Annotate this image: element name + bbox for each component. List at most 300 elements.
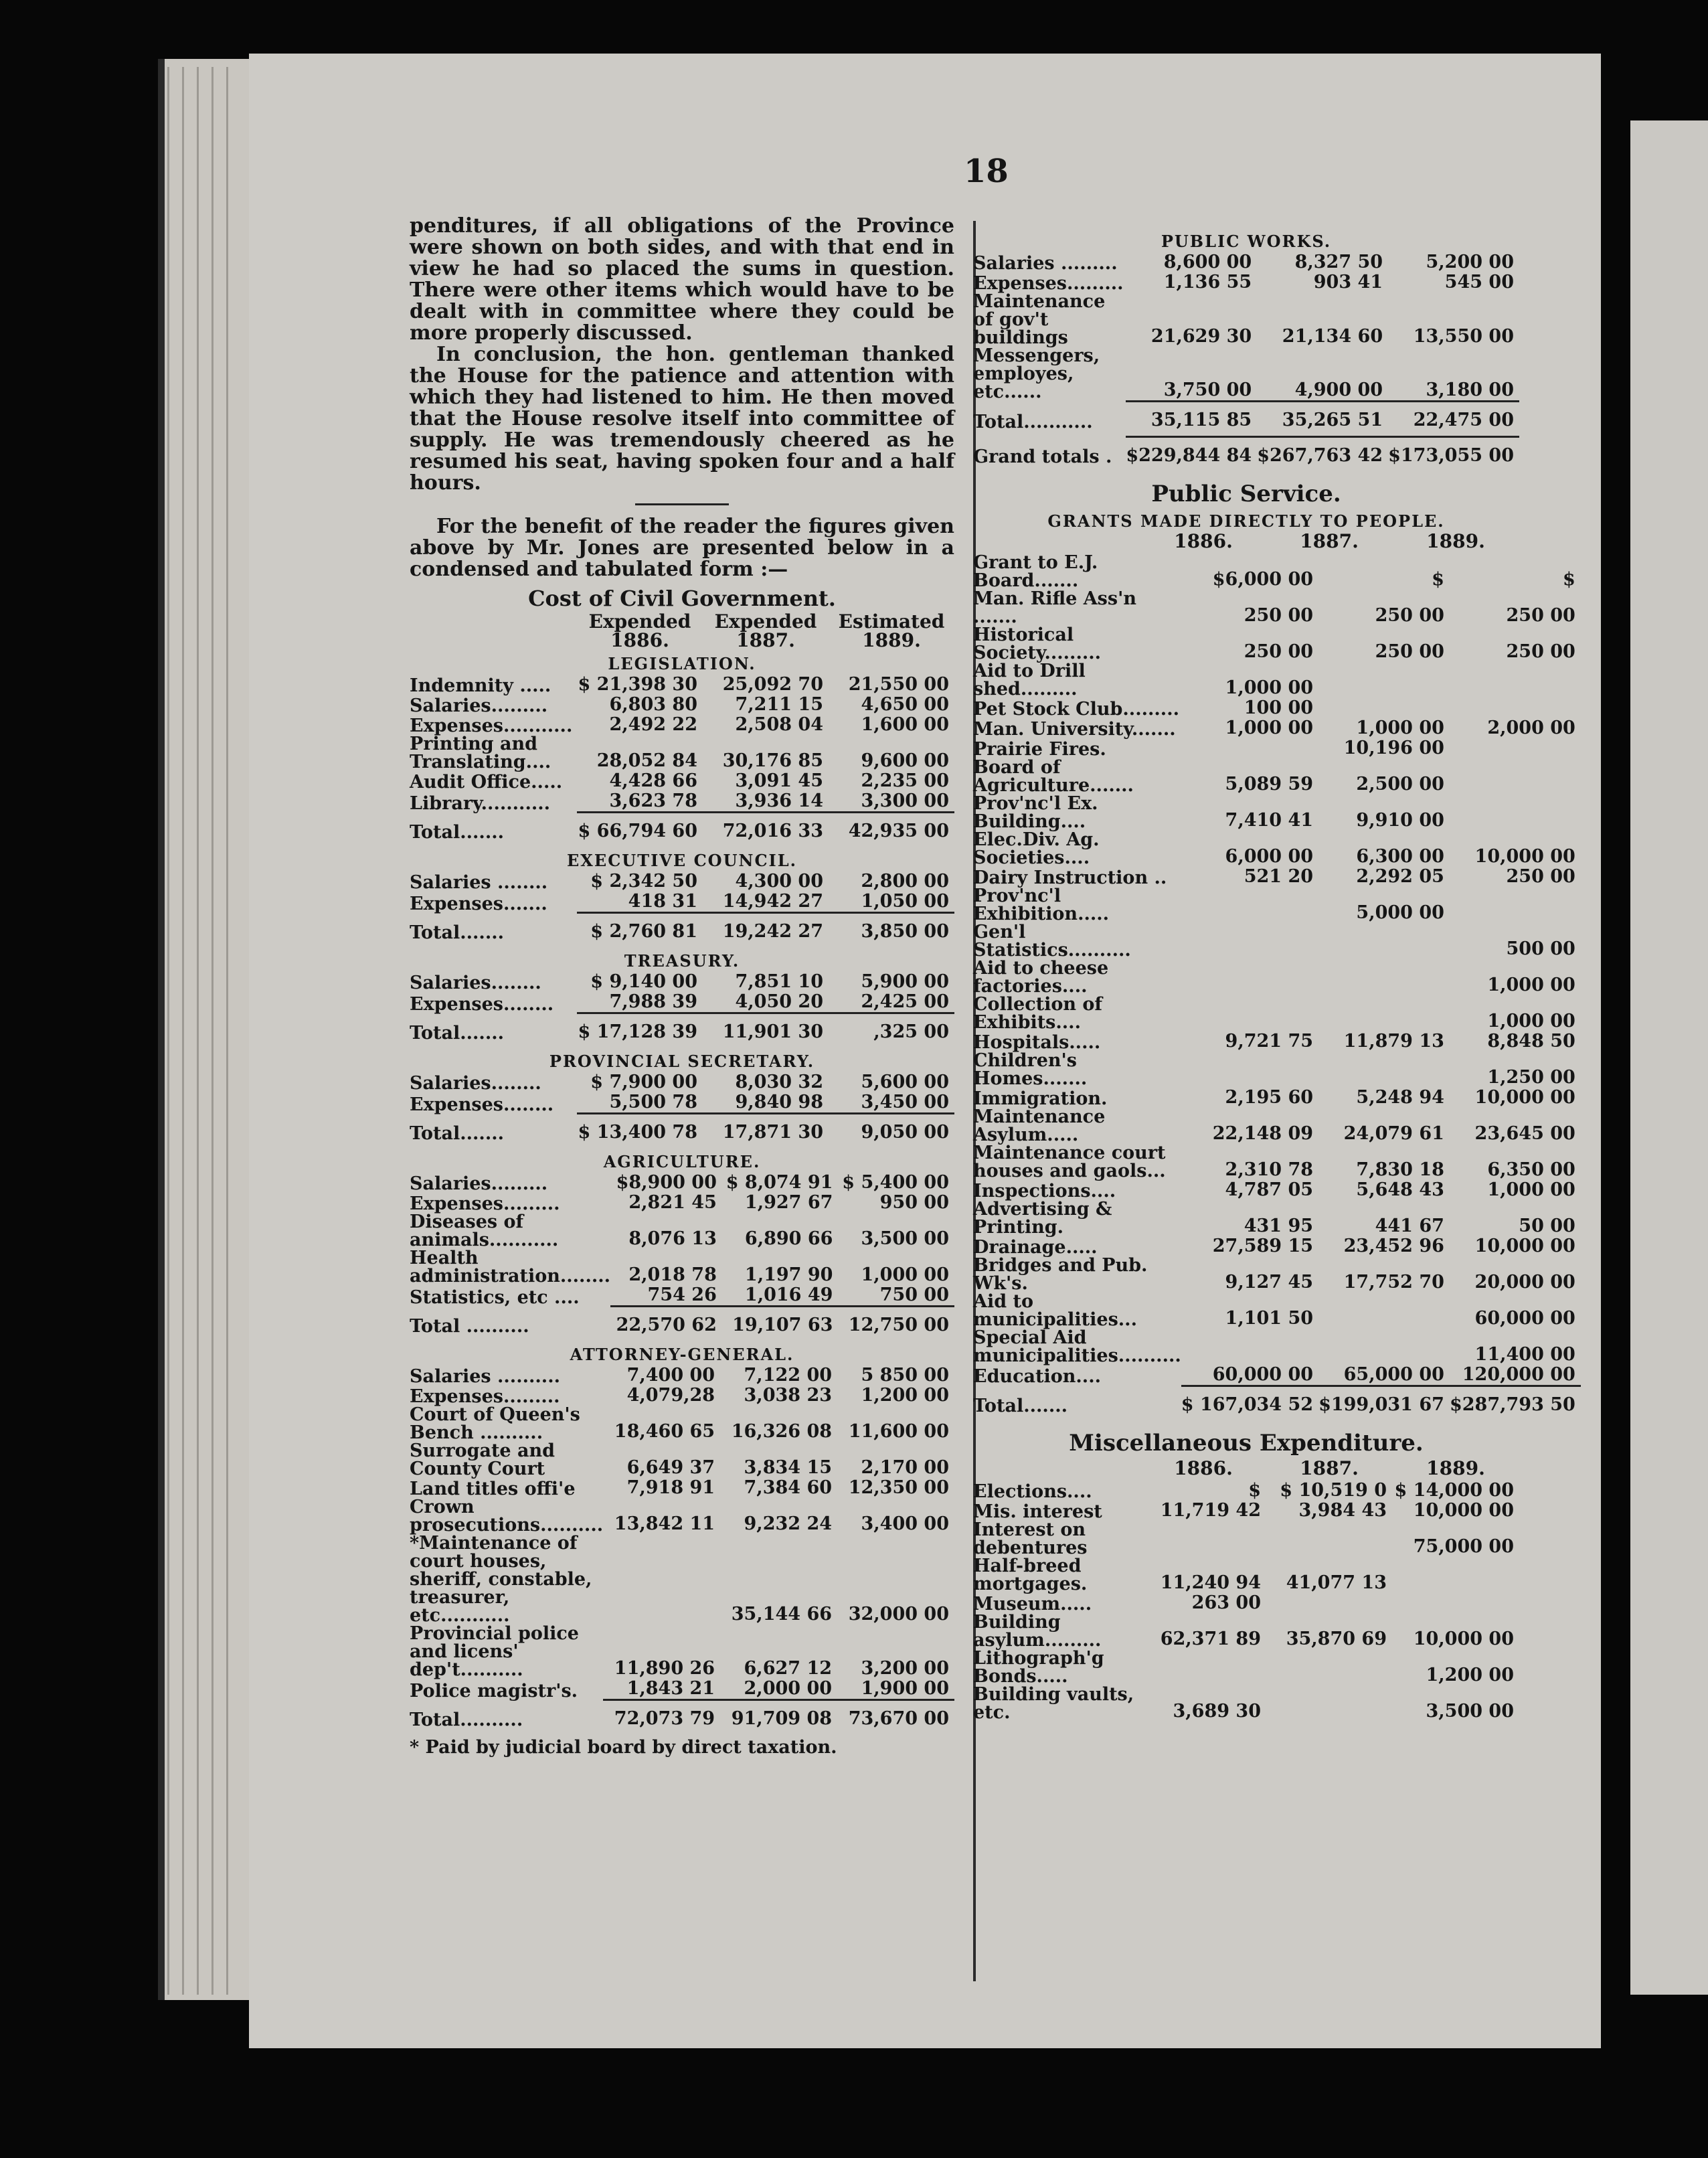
row-value: 4,300 00: [735, 871, 823, 892]
row-label: Museum.....: [973, 1593, 1092, 1614]
row-value: 6,890 66: [744, 1228, 833, 1249]
row-value: 5,648 43: [1356, 1179, 1444, 1200]
row-value: 10,000 00: [1474, 1086, 1575, 1108]
row-value: 3,450 00: [861, 1092, 949, 1112]
section-table: [410, 1365, 954, 1734]
row-value: 11,240 94: [1160, 1572, 1261, 1593]
section-rule: [635, 503, 729, 505]
table-row: [410, 992, 954, 1013]
row-value: 3,689 30: [1173, 1700, 1261, 1722]
column-headers: [410, 612, 954, 650]
row-label: Advertising & Printing.: [973, 1198, 1112, 1238]
row-value: 3,038 23: [744, 1385, 833, 1406]
row-value: 3,750 00: [1163, 379, 1252, 400]
table-row: [410, 1285, 954, 1307]
total-row: [410, 1307, 954, 1341]
row-value: $ 66,794 60: [577, 813, 703, 847]
row-value: 1,000 00: [1487, 974, 1575, 995]
row-value: 16,326 08: [731, 1421, 833, 1442]
row-value: 3,850 00: [829, 913, 954, 948]
row-value: [1318, 662, 1450, 698]
row-value: $ 13,400 78: [577, 1114, 703, 1149]
row-value: 5,248 94: [1356, 1086, 1444, 1108]
row-value: 6,000 00: [1225, 845, 1314, 867]
table-row: [973, 1293, 1581, 1329]
year-header: 1886.: [1174, 1457, 1233, 1479]
row-value: 263 00: [1191, 1592, 1261, 1613]
row-label: Aid to municipalities...: [973, 1291, 1137, 1330]
row-value: 5,900 00: [861, 971, 949, 992]
row-value: 23,452 96: [1343, 1235, 1444, 1256]
row-label: Expenses.........: [973, 273, 1124, 294]
row-value: 100 00: [1244, 697, 1314, 718]
section-heading: AGRICULTURE.: [603, 1152, 761, 1171]
row-value: 9,050 00: [829, 1114, 954, 1149]
row-value: $ 2,342 50: [590, 871, 697, 892]
row-label: Man. University.......: [973, 718, 1176, 740]
page-edges: [167, 67, 241, 1995]
section-table: [410, 1072, 954, 1148]
row-value: 6,300 00: [1356, 845, 1444, 867]
row-value: 7,988 39: [609, 991, 697, 1012]
table-row: [973, 662, 1581, 698]
row-value: 4,079,28: [626, 1385, 715, 1406]
row-value: 11,400 00: [1474, 1343, 1575, 1365]
row-value: 2,310 78: [1225, 1159, 1314, 1180]
row-value: [603, 1534, 720, 1625]
row-value: 7,830 18: [1356, 1159, 1444, 1180]
row-label: Total...........: [973, 412, 1093, 432]
row-label: Historical Society.........: [973, 624, 1102, 663]
row-value: $ 9,140 00: [590, 971, 697, 992]
table-row: [410, 892, 954, 913]
table-row: [410, 1173, 954, 1193]
row-value: 2,292 05: [1356, 865, 1444, 887]
row-label: Elections....: [973, 1481, 1092, 1502]
row-label: Prairie Fires.: [973, 738, 1106, 760]
row-value: 65,000 00: [1343, 1363, 1444, 1385]
row-label: Interest on debentures: [973, 1519, 1088, 1558]
row-value: $ 21,398 30: [578, 674, 697, 695]
row-value: 250 00: [1506, 865, 1575, 887]
row-value: $287,793 50: [1450, 1386, 1581, 1420]
row-value: 41,077 13: [1286, 1572, 1387, 1593]
row-value: 250 00: [1375, 641, 1444, 662]
row-value: 72,073 79: [603, 1700, 720, 1735]
row-value: 60,000 00: [1474, 1307, 1575, 1329]
table-row: [410, 972, 954, 992]
paragraph-3: For the benefit of the reader the figures given above by Mr. Jones are presented below in a condensed and tabulated form :—: [410, 515, 954, 581]
total-row: [410, 813, 954, 847]
table-row: [973, 1365, 1581, 1386]
table-row: [973, 1256, 1581, 1293]
table-row: [410, 791, 954, 813]
table-row: [973, 738, 1581, 758]
row-value: 5,600 00: [861, 1072, 949, 1092]
table-row: [973, 1593, 1519, 1613]
row-value: 23,645 00: [1474, 1123, 1575, 1144]
column-header: Expended 1887.: [714, 610, 817, 651]
row-value: 1,900 00: [861, 1678, 949, 1699]
row-value: [1450, 662, 1581, 698]
row-label: Mis. interest: [973, 1501, 1102, 1522]
row-label: Provincial police and licens' dep't..........: [410, 1623, 579, 1680]
right-column: [973, 228, 1575, 1723]
row-value: 6,627 12: [744, 1658, 833, 1679]
row-value: 3,623 78: [609, 791, 697, 811]
section-heading: EXECUTIVE COUNCIL.: [566, 851, 798, 870]
row-value: 3,300 00: [861, 791, 949, 811]
row-value: 418 31: [628, 891, 697, 912]
row-value: $267,763 42: [1257, 436, 1388, 471]
row-value: [1392, 1557, 1519, 1593]
row-label: Grant to E.J. Board.......: [973, 552, 1098, 591]
row-value: 950 00: [879, 1192, 949, 1213]
row-label: Children's Homes.......: [973, 1050, 1088, 1089]
row-value: 1,101 50: [1225, 1307, 1314, 1329]
row-value: 2,170 00: [861, 1457, 949, 1478]
row-value: 22,148 09: [1212, 1123, 1314, 1144]
row-value: [1140, 1521, 1266, 1557]
row-value: 8,076 13: [628, 1228, 717, 1249]
total-row: [410, 1013, 954, 1048]
row-label: Expenses.........: [410, 1193, 560, 1214]
row-label: Total..........: [410, 1710, 523, 1730]
row-label: Total.......: [410, 922, 505, 943]
row-value: 8,600 00: [1163, 252, 1252, 272]
row-value: [1181, 738, 1318, 758]
table-row: [973, 867, 1581, 887]
row-value: $ 10,519 0: [1280, 1479, 1387, 1501]
table-row: [973, 1180, 1581, 1200]
row-value: 5,200 00: [1426, 252, 1514, 272]
total-row: [973, 1386, 1581, 1420]
table-row: [973, 959, 1581, 995]
row-value: 1,927 67: [744, 1192, 833, 1213]
row-value: 11,600 00: [848, 1421, 949, 1442]
row-value: [1318, 959, 1450, 995]
row-label: Court of Queen's Bench ..........: [410, 1404, 580, 1443]
row-value: 2,235 00: [861, 770, 949, 791]
row-value: $ 7,900 00: [590, 1072, 697, 1092]
table-row: [410, 735, 954, 771]
table-row: [973, 293, 1519, 347]
row-value: $173,055 00: [1388, 436, 1519, 471]
row-value: 431 95: [1244, 1215, 1314, 1236]
row-label: Police magistr's.: [410, 1680, 578, 1702]
row-value: 13,550 00: [1413, 326, 1514, 347]
row-value: 7,211 15: [735, 694, 823, 715]
row-label: Salaries .........: [973, 253, 1118, 274]
table-row: [973, 1521, 1519, 1557]
row-value: 24,079 61: [1343, 1123, 1444, 1144]
table-row: [973, 1108, 1581, 1144]
row-value: 20,000 00: [1474, 1271, 1575, 1293]
row-label: Land titles offi'e: [410, 1479, 576, 1499]
column-header: Estimated 1889.: [838, 610, 945, 651]
row-label: Salaries.........: [410, 695, 548, 716]
section-table: [410, 872, 954, 947]
row-value: 9,232 24: [744, 1513, 833, 1534]
table-row: [410, 1534, 954, 1625]
row-value: 545 00: [1444, 272, 1514, 293]
row-label: Building vaults, etc.: [973, 1683, 1134, 1723]
row-label: Aid to Drill shed.........: [973, 660, 1086, 699]
row-label: Total ..........: [410, 1316, 529, 1337]
row-value: [1181, 959, 1318, 995]
public-service-title: Public Service.: [1151, 480, 1341, 507]
row-value: 4,650 00: [861, 694, 949, 715]
paragraph-2: In conclusion, the hon. gentleman thanked the House for the patience and attention with which they had listened to him. He then moved that the House resolve itself into committee of supply. He was tremendously cheered as he resumed his seat, having spoken four and a half hours.: [410, 343, 954, 495]
table-row: [973, 1088, 1581, 1108]
row-label: Salaries........: [410, 973, 541, 993]
row-value: [1318, 1329, 1450, 1365]
row-value: 500 00: [1506, 938, 1575, 959]
row-label: Statistics, etc ....: [410, 1286, 580, 1308]
public-service-subtitle: GRANTS MADE DIRECTLY TO PEOPLE.: [1047, 511, 1445, 531]
row-label: Printing and Translating....: [410, 734, 551, 772]
row-value: 1,197 90: [744, 1264, 833, 1285]
table-row: [410, 1442, 954, 1478]
table-row: [973, 1329, 1581, 1365]
row-value: [1318, 923, 1450, 959]
row-label: Diseases of animals...........: [410, 1212, 559, 1250]
table-row: [410, 771, 954, 791]
row-value: 9,910 00: [1356, 809, 1444, 831]
table-row: [410, 1625, 954, 1679]
row-value: $6,000 00: [1212, 568, 1314, 590]
table-row: [973, 1501, 1519, 1521]
row-value: 22,570 62: [610, 1307, 722, 1341]
table-row: [410, 675, 954, 695]
table-row: [410, 1193, 954, 1213]
row-value: 7,410 41: [1225, 809, 1314, 831]
row-value: 754 26: [647, 1284, 717, 1305]
row-value: $: [1248, 1479, 1261, 1501]
row-value: 1,250 00: [1487, 1066, 1575, 1088]
row-value: [1450, 887, 1581, 923]
table-row: [410, 872, 954, 892]
misc-title: Miscellaneous Expenditure.: [1069, 1429, 1424, 1457]
section-table: [410, 972, 954, 1048]
row-value: 3,091 45: [735, 770, 823, 791]
row-value: 19,242 27: [703, 913, 829, 948]
public-service-table: [973, 554, 1581, 1420]
row-label: Salaries ..........: [410, 1366, 561, 1387]
page-number: 18: [964, 153, 1009, 190]
row-label: Education....: [973, 1366, 1101, 1387]
row-value: 2,000 00: [1487, 717, 1575, 738]
row-value: [1318, 1052, 1450, 1088]
row-label: Prov'nc'l Ex. Building....: [973, 793, 1098, 832]
row-value: 11,879 13: [1343, 1030, 1444, 1052]
table-row: [410, 1406, 954, 1442]
table-row: [973, 590, 1581, 626]
row-value: 1,050 00: [861, 891, 949, 912]
table-row: [973, 1236, 1581, 1256]
total-row: [973, 401, 1519, 436]
row-label: Grand totals .: [973, 446, 1112, 467]
table-row: [410, 1386, 954, 1406]
row-value: 4,900 00: [1294, 379, 1383, 400]
row-value: 60,000 00: [1212, 1363, 1314, 1385]
row-label: Immigration.: [973, 1088, 1108, 1109]
row-value: 9,721 75: [1225, 1030, 1314, 1052]
cost-table: [410, 654, 954, 1734]
row-value: 3,500 00: [861, 1228, 949, 1249]
year-header: 1887.: [1300, 529, 1359, 552]
row-value: 3,984 43: [1298, 1499, 1387, 1521]
table-row: [410, 1092, 954, 1114]
row-value: $: [1432, 568, 1444, 590]
table-row: [973, 795, 1581, 831]
row-value: 250 00: [1375, 604, 1444, 626]
row-label: Expenses.......: [410, 893, 547, 914]
total-row: [410, 1114, 954, 1149]
row-value: 3,180 00: [1426, 379, 1514, 400]
row-label: Collection of Exhibits....: [973, 993, 1103, 1033]
table-title: Cost of Civil Government.: [528, 586, 836, 611]
row-label: Pet Stock Club.........: [973, 698, 1180, 720]
section-heading: ATTORNEY-GENERAL.: [570, 1345, 794, 1364]
total-row: [410, 1700, 954, 1735]
row-value: 14,942 27: [722, 891, 823, 912]
row-value: 250 00: [1244, 641, 1314, 662]
row-value: 1,200 00: [861, 1385, 949, 1406]
row-value: $: [1563, 568, 1575, 590]
row-value: 3,834 15: [744, 1457, 833, 1478]
row-value: 750 00: [879, 1284, 949, 1305]
row-label: Hospitals.....: [973, 1031, 1101, 1053]
row-value: 9,127 45: [1225, 1271, 1314, 1293]
row-value: [1450, 738, 1581, 758]
row-value: 6,803 80: [609, 694, 697, 715]
table-row: [410, 1213, 954, 1249]
row-value: 32,000 00: [848, 1604, 949, 1625]
row-value: 1,200 00: [1426, 1664, 1514, 1685]
row-value: 7,384 60: [744, 1477, 833, 1498]
row-label: Maintenance of gov't buildings: [973, 291, 1106, 348]
row-value: 7,918 91: [626, 1477, 715, 1498]
row-value: $ 167,034 52: [1181, 1386, 1318, 1420]
row-label: Crown prosecutions..........: [410, 1497, 604, 1536]
row-value: 1,136 55: [1163, 272, 1252, 293]
row-value: [1181, 923, 1318, 959]
row-value: [1140, 1649, 1266, 1685]
row-label: Gen'l Statistics..........: [973, 921, 1131, 961]
row-label: Total.......: [410, 1023, 505, 1044]
year-headers: [973, 529, 1519, 552]
row-label: Inspections....: [973, 1180, 1116, 1201]
column-header: Expended 1886.: [588, 610, 691, 651]
facing-page-edge: [1630, 120, 1708, 1995]
row-label: Salaries ........: [410, 872, 548, 893]
row-value: 17,871 30: [703, 1114, 829, 1149]
table-row: [973, 272, 1519, 293]
row-value: 521 20: [1244, 865, 1314, 887]
row-value: 5,500 78: [609, 1092, 697, 1112]
row-value: 6,350 00: [1487, 1159, 1575, 1180]
row-value: [1318, 995, 1450, 1031]
table-row: [973, 1649, 1519, 1685]
row-value: 9,600 00: [861, 750, 949, 771]
row-label: Audit Office.....: [410, 772, 563, 793]
row-label: Salaries.........: [410, 1173, 548, 1194]
section-heading: PUBLIC WORKS.: [1161, 232, 1332, 251]
table-row: [973, 1144, 1581, 1180]
row-value: $229,844 84: [1126, 436, 1257, 471]
table-row: [973, 1031, 1581, 1052]
year-header: 1889.: [1426, 529, 1485, 552]
row-value: 27,589 15: [1212, 1235, 1314, 1256]
row-value: 10,196 00: [1343, 737, 1444, 758]
table-row: [410, 1249, 954, 1285]
row-value: 73,670 00: [837, 1700, 954, 1735]
row-value: 21,134 60: [1282, 326, 1383, 347]
row-value: [1450, 698, 1581, 718]
row-value: 35,870 69: [1286, 1628, 1387, 1649]
row-value: 35,265 51: [1257, 401, 1388, 436]
footnote: * Paid by judicial board by direct taxation.: [410, 1737, 837, 1758]
row-value: 2,018 78: [628, 1264, 717, 1285]
row-label: Dairy Instruction ..: [973, 867, 1167, 888]
left-column: [410, 216, 954, 1758]
row-value: 35,144 66: [731, 1604, 833, 1625]
row-value: 18,460 65: [614, 1421, 715, 1442]
row-value: $199,031 67: [1318, 1386, 1450, 1420]
row-value: [1266, 1649, 1392, 1685]
row-value: 250 00: [1506, 641, 1575, 662]
row-value: 17,752 70: [1343, 1271, 1444, 1293]
row-value: 4,428 66: [609, 770, 697, 791]
row-label: Aid to cheese factories....: [973, 957, 1109, 997]
row-value: 28,052 84: [596, 750, 697, 771]
row-value: [1181, 1052, 1318, 1088]
section-table: [410, 1173, 954, 1341]
row-value: 3,200 00: [861, 1658, 949, 1679]
table-row: [973, 1613, 1519, 1649]
row-value: [1392, 1593, 1519, 1613]
row-label: Expenses.........: [410, 1386, 560, 1407]
row-value: 30,176 85: [722, 750, 823, 771]
table-row: [410, 1478, 954, 1498]
row-value: 250 00: [1244, 604, 1314, 626]
misc-year-headers: [973, 1459, 1519, 1478]
table-row: [973, 718, 1581, 738]
row-value: [1318, 698, 1450, 718]
row-value: 5,000 00: [1356, 902, 1444, 923]
row-value: 441 67: [1375, 1215, 1444, 1236]
grand-total-row: [973, 436, 1519, 471]
total-row: [410, 913, 954, 948]
row-value: [1266, 1521, 1392, 1557]
row-label: Prov'nc'l Exhibition.....: [973, 885, 1110, 924]
table-row: [973, 1685, 1519, 1722]
row-value: [1181, 887, 1318, 923]
row-value: 10,000 00: [1413, 1499, 1514, 1521]
year-header: 1887.: [1300, 1457, 1359, 1479]
row-value: [1318, 1293, 1450, 1329]
row-value: 2,800 00: [861, 871, 949, 892]
row-label: Building asylum.........: [973, 1611, 1102, 1651]
row-value: $ 5,400 00: [842, 1172, 949, 1193]
row-value: 3,936 14: [735, 791, 823, 811]
row-value: ,325 00: [829, 1013, 954, 1048]
row-value: 250 00: [1506, 604, 1575, 626]
table-row: [410, 1498, 954, 1534]
year-header: 1886.: [1174, 529, 1233, 552]
row-label: Expenses........: [410, 993, 554, 1015]
